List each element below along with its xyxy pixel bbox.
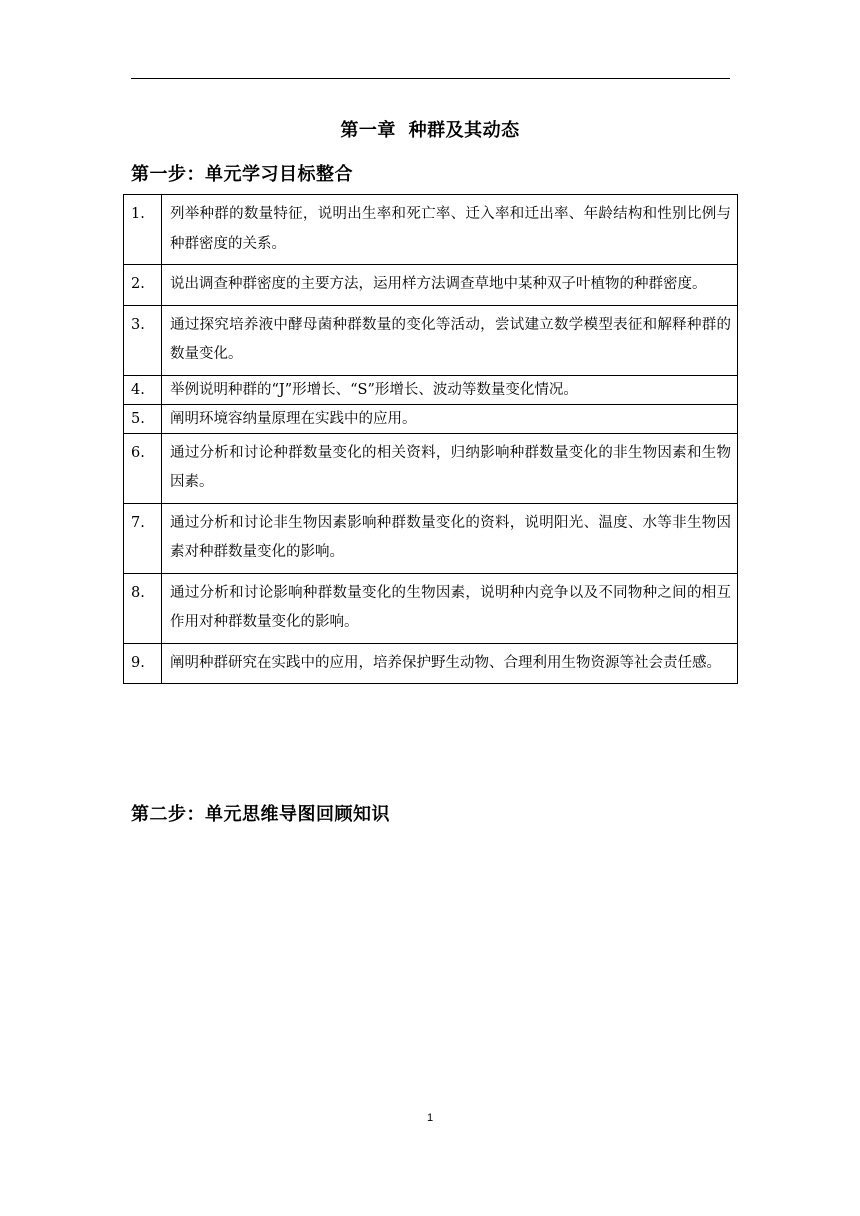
goal-number: 5.	[124, 404, 162, 433]
header-rule	[131, 78, 730, 79]
goal-number: 2.	[124, 265, 162, 306]
goal-number: 8.	[124, 573, 162, 643]
learning-goals-table	[123, 194, 738, 684]
table-row	[124, 503, 738, 573]
goal-text: 说出调查种群密度的主要方法，运用样方法调查草地中某种双子叶植物的种群密度。	[162, 265, 738, 306]
table-row	[124, 305, 738, 375]
goal-number: 6.	[124, 433, 162, 503]
goal-text: 通过探究培养液中酵母菌种群数量的变化等活动，尝试建立数学模型表征和解释种群的数量变化。	[162, 305, 738, 375]
table-row	[124, 573, 738, 643]
goal-text: 通过分析和讨论非生物因素影响种群数量变化的资料，说明阳光、温度、水等非生物因素对种群数量变化的影响。	[162, 503, 738, 573]
goal-number: 7.	[124, 503, 162, 573]
chapter-title: 第一章 种群及其动态	[340, 120, 520, 141]
page-number: 1	[426, 1112, 434, 1124]
goal-text: 列举种群的数量特征，说明出生率和死亡率、迁入率和迁出率、年龄结构和性别比例与种群密度的关系。	[162, 195, 738, 265]
goal-number: 3.	[124, 305, 162, 375]
section-heading-mind-map: 第二步：单元思维导图回顾知识	[131, 804, 390, 825]
goal-text: 通过分析和讨论种群数量变化的相关资料，归纳影响种群数量变化的非生物因素和生物因素。	[162, 433, 738, 503]
goal-text: 举例说明种群的“J”形增长、“S”形增长、波动等数量变化情况。	[162, 375, 738, 404]
table-row	[124, 265, 738, 306]
table-row	[124, 643, 738, 684]
goal-number: 4.	[124, 375, 162, 404]
goal-text: 阐明种群研究在实践中的应用，培养保护野生动物、合理利用生物资源等社会责任感。	[162, 643, 738, 684]
table-row	[124, 433, 738, 503]
table-row	[124, 195, 738, 265]
goal-number: 9.	[124, 643, 162, 684]
goal-text: 通过分析和讨论影响种群数量变化的生物因素，说明种内竞争以及不同物种之间的相互作用对种群数量变化的影响。	[162, 573, 738, 643]
goal-number: 1.	[124, 195, 162, 265]
goal-text: 阐明环境容纳量原理在实践中的应用。	[162, 404, 738, 433]
table-row	[124, 404, 738, 433]
section-heading-learning-goals: 第一步：单元学习目标整合	[131, 164, 353, 185]
table-row	[124, 375, 738, 404]
